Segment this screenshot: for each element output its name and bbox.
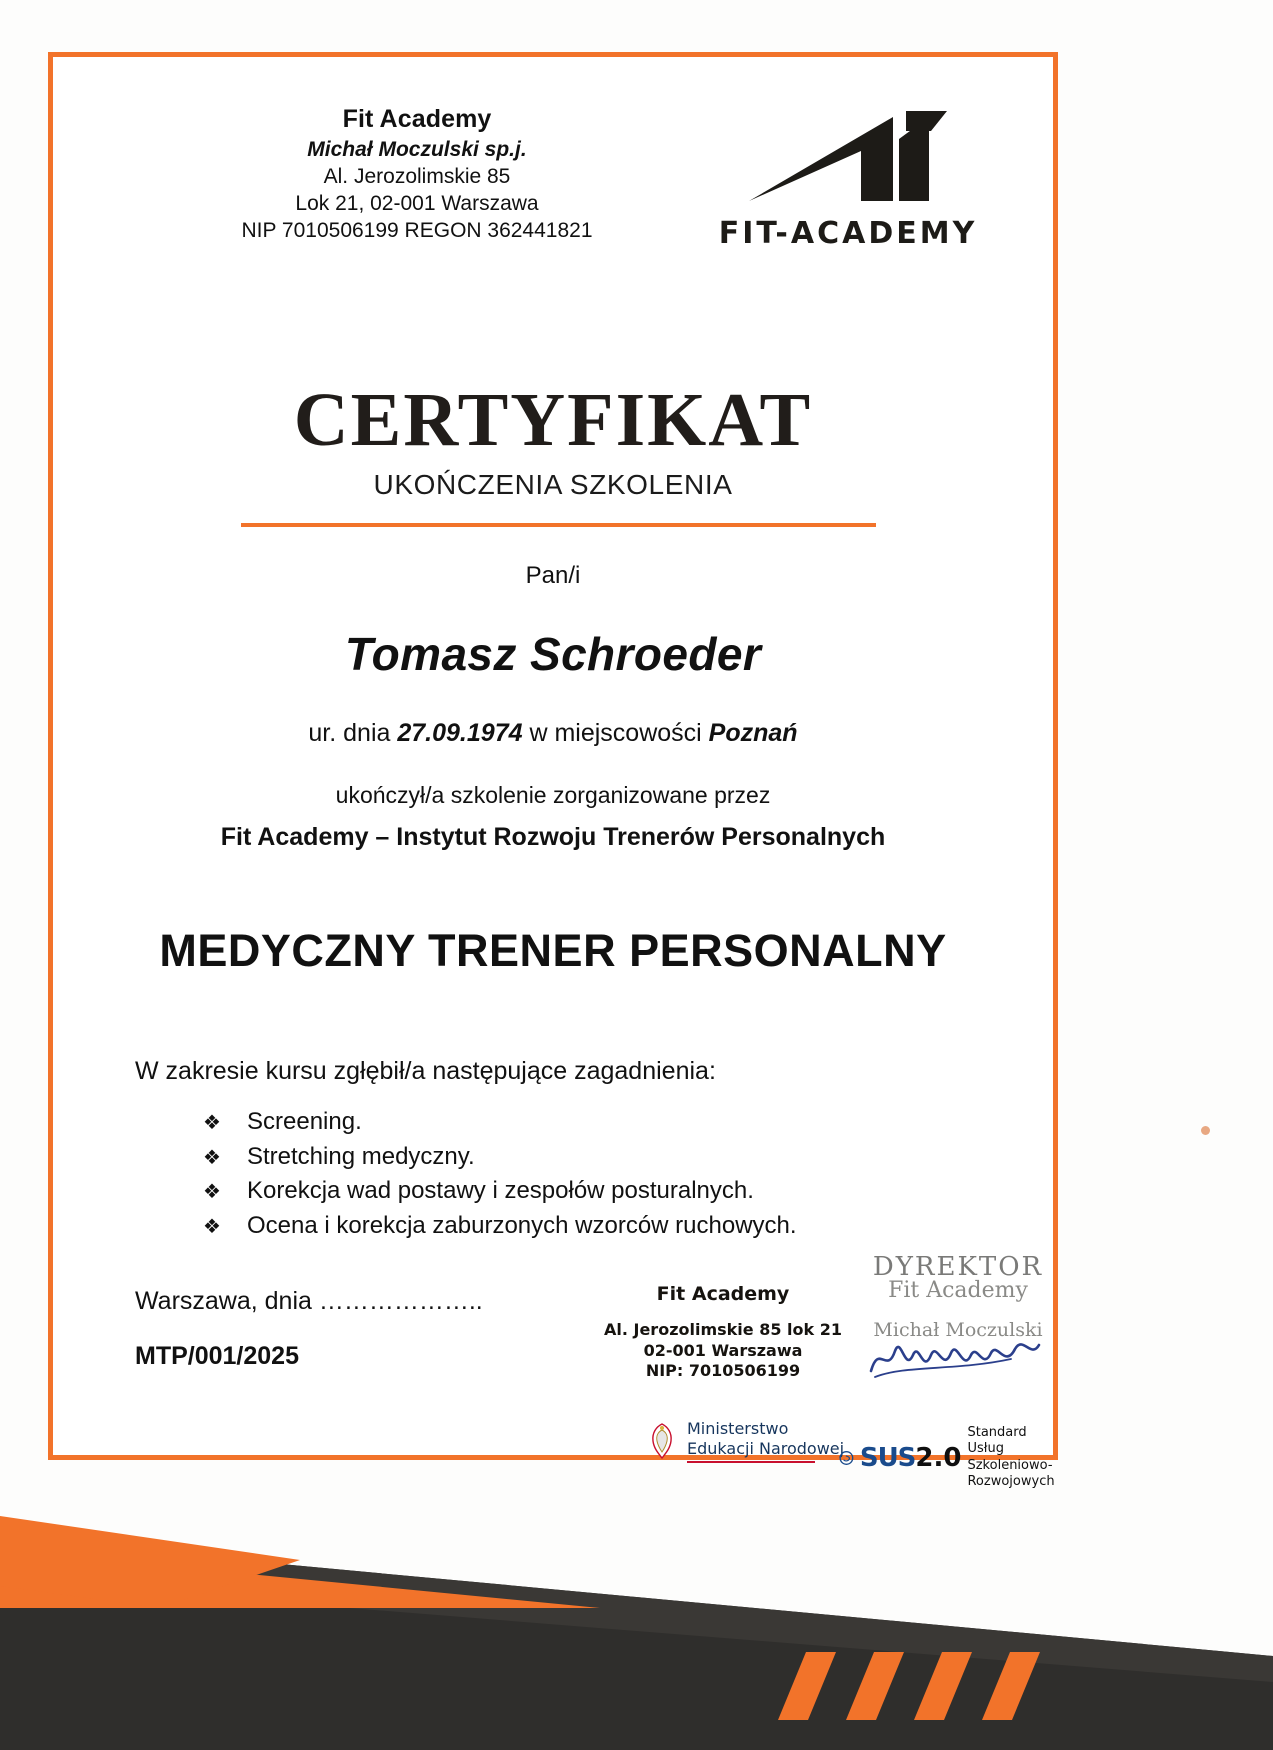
issuer-address-block — [207, 103, 627, 245]
stamp-city: 02-001 Warszawa — [643, 1340, 803, 1360]
handwritten-signature-icon — [865, 1325, 1045, 1385]
recipient-name: Tomasz Schroeder — [344, 628, 762, 680]
course-title: MEDYCZNY TRENER PERSONALNY — [159, 925, 947, 976]
logo-wordmark: FIT-ACADEMY — [718, 216, 978, 251]
diamond-bullet-icon: ❖ — [203, 1112, 221, 1134]
sus-circle-icon — [839, 1445, 854, 1471]
birth-date: 27.09.1974 — [397, 719, 523, 747]
sus-accreditation-logo — [839, 1425, 1066, 1490]
mountain-arrow-icon — [743, 109, 953, 214]
birth-prefix: ur. dnia — [308, 719, 391, 747]
list-item-label: Stretching medyczny. — [247, 1142, 475, 1170]
list-item-label: Korekcja wad postawy i zespołów posturalnych. — [247, 1177, 754, 1205]
signature-person: Michał Moczulski — [873, 1319, 1043, 1341]
diamond-bullet-icon: ❖ — [203, 1146, 221, 1169]
bottom-decorative-band — [0, 1420, 1273, 1750]
organizing-institute: Fit Academy – Instytut Rozwoju Trenerów Personalnych — [220, 823, 886, 851]
sus-line-1: Standard Usług — [967, 1425, 1027, 1457]
issuer-address-line-2: Lok 21, 02-001 Warszawa — [295, 192, 539, 216]
list-item-label: Ocena i korekcja zaburzonych wzorców ruchowych. — [247, 1211, 797, 1239]
issuer-address-line-1: Al. Jerozolimskie 85 — [323, 164, 511, 188]
completion-statement: ukończył/a szkolenie zorganizowane przez — [335, 782, 771, 808]
certificate-title: CERTYFIKAT — [293, 378, 813, 462]
company-stamp — [598, 1282, 848, 1382]
scope-intro: W zakresie kursu zgłębił/a następujące zagadnienia: — [135, 1057, 716, 1085]
sus-version: 2.0 — [915, 1442, 962, 1473]
issuer-name: Fit Academy — [342, 105, 492, 133]
footer-left-block — [135, 1287, 483, 1371]
document-number: MTP/001/2025 — [135, 1342, 299, 1370]
certificate-subtitle: UKOŃCZENIA SZKOLENIA — [373, 469, 733, 500]
stamp-company-name: Fit Academy — [656, 1283, 790, 1305]
birth-place: Poznań — [708, 719, 798, 747]
orange-divider-rule — [241, 523, 876, 527]
band-shapes — [0, 1420, 1273, 1750]
diamond-bullet-icon: ❖ — [203, 1181, 221, 1204]
diamond-bullet-icon: ❖ — [203, 1215, 221, 1238]
place-and-date: Warszawa, dnia ……………….. — [135, 1287, 483, 1315]
signature-role: DYREKTOR — [872, 1252, 1044, 1282]
certificate-header — [53, 103, 1053, 251]
issuer-legal-form: Michał Moczulski sp.j. — [307, 137, 527, 161]
stamp-address: Al. Jerozolimskie 85 lok 21 — [603, 1320, 842, 1340]
list-item — [203, 1209, 797, 1244]
ministry-line-2: Edukacji Narodowej — [687, 1438, 845, 1458]
issuer-tax-identifiers: NIP 7010506199 REGON 362441821 — [241, 219, 593, 243]
ministry-underline — [687, 1461, 815, 1463]
ministry-accreditation-logo — [645, 1419, 844, 1463]
scope-list — [203, 1105, 797, 1243]
birth-middle: w miejscowości — [529, 719, 702, 747]
list-item — [203, 1174, 797, 1209]
birth-details — [53, 719, 1053, 748]
signature-org: Fit Academy — [888, 1278, 1028, 1303]
fit-academy-logo — [683, 109, 1013, 251]
list-item — [203, 1105, 797, 1140]
salutation: Pan/i — [525, 562, 581, 589]
polish-eagle-icon — [645, 1421, 679, 1461]
list-item-label: Screening. — [247, 1108, 362, 1135]
sus-line-2: Szkoleniowo-Rozwojowych — [967, 1457, 1055, 1489]
certificate-border-frame — [48, 52, 1058, 1489]
list-item — [203, 1140, 797, 1175]
stamp-nip: NIP: 7010506199 — [645, 1361, 801, 1381]
scan-artifact-speck — [1201, 1126, 1210, 1135]
ministry-line-1: Ministerstwo — [687, 1419, 789, 1438]
sus-wordmark: SUS — [859, 1442, 916, 1473]
